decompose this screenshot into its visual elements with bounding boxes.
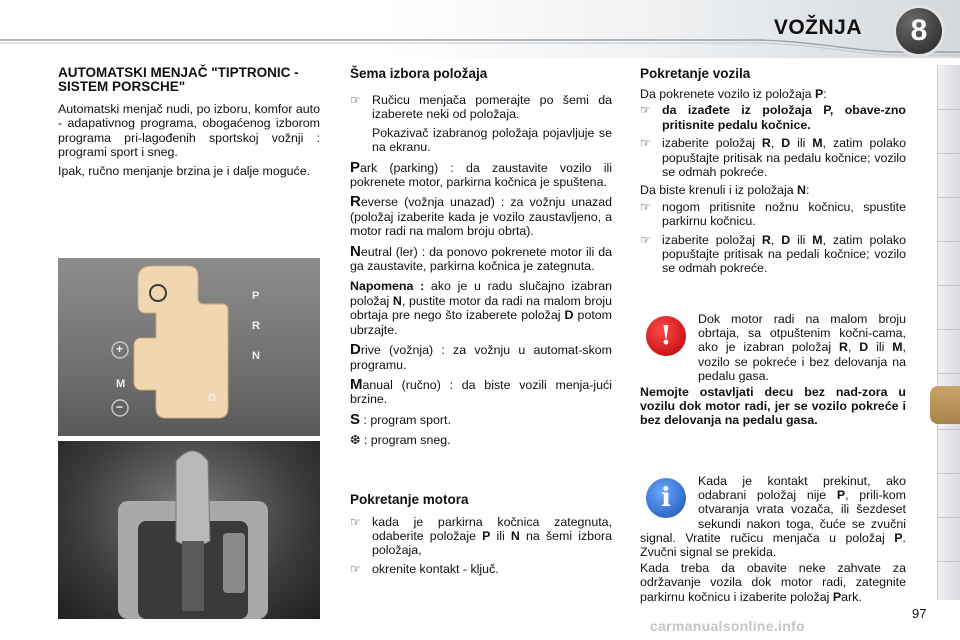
- section-title-engine-start: Pokretanje motora: [350, 491, 469, 507]
- position-manual: Manual (ručno) : da biste vozili menja-jući brzine.: [350, 375, 612, 407]
- list-item: [640, 200, 906, 229]
- instruction-text: Ručicu menjača pomerajte po šemi da izaberete neki od položaja.: [372, 93, 612, 122]
- gate-label-plus: +: [116, 342, 124, 356]
- gate-label-r: R: [252, 320, 260, 332]
- info-text: Kada je kontakt prekinut, ako odabrani položaj nije P, prili-kom otvaranja vrata vozača, ili šezdeset sekundi nakon toga, čuće se zvučni signal. Vratite ručicu menjača u položaj P. Zvučni signal se prekida.: [640, 474, 907, 560]
- list-item: [350, 93, 612, 155]
- watermark: carmanualsonline.info: [650, 618, 805, 634]
- neutral-note: Napomena : ako je u radu slučajno izabran položaj N, pustite motor da radi na malom broju obrtaja pre nego što izaberete položaj D potom ubrzajte.: [350, 279, 612, 337]
- gate-label-n: N: [252, 350, 260, 362]
- instruction-text: Pokazivač izabranog položaja pojavljuje se na ekranu.: [372, 125, 612, 155]
- chapter-number-badge: 8: [896, 8, 942, 54]
- warning-icon: !: [646, 316, 686, 356]
- gear-gate-pattern-image: [58, 258, 320, 436]
- info-maintenance-text: Kada treba da obavite neke zahvate za održavanje vozila dok motor radi, zategnite parkirnu kočnicu i izaberite položaj Park.: [640, 561, 906, 604]
- intro-paragraph: Automatski menjač nudi, po izboru, komfor auto - adapativnog programa, obogaćenog izborom programa pri-lagođenih sportskoj vožnji : programi sport i sneg.: [58, 102, 320, 160]
- program-sport: S : program sport.: [350, 410, 451, 428]
- info-note: [640, 474, 906, 606]
- page-number: 97: [912, 606, 927, 621]
- list-item: [640, 233, 906, 276]
- active-chapter-tab[interactable]: [930, 386, 960, 424]
- pointing-hand-icon: ☞: [640, 103, 651, 118]
- manual-note-paragraph: Ipak, ručno menjanje brzina je i dalje moguće.: [58, 163, 311, 178]
- info-icon: i: [646, 478, 686, 518]
- list-item: [640, 103, 906, 132]
- list-item: [640, 136, 906, 179]
- section-title-moving-off: Pokretanje vozila: [640, 66, 751, 81]
- instruction-text: kada je parkirna kočnica zategnuta, odaberite položaje P ili N na šemi izbora položaja,: [372, 514, 612, 558]
- gate-label-m: M: [116, 378, 126, 390]
- pointing-hand-icon: ☞: [350, 93, 361, 107]
- instruction-text: izaberite položaj R, D ili M, zatim polako popuštajte pritisak na pedalu kočnice; vozilo se odmah pokreće.: [662, 136, 906, 180]
- pointing-hand-icon: ☞: [640, 232, 651, 247]
- instruction-text: da izađete iz položaja P, obave-zno pritisnite pedalu kočnice.: [662, 103, 906, 132]
- pointing-hand-icon: ☞: [640, 199, 651, 214]
- icon-spacer: [640, 312, 698, 370]
- pointing-hand-icon: ☞: [350, 561, 361, 576]
- column-automatic-gearbox: [58, 66, 320, 180]
- gate-label-d: D: [208, 392, 216, 404]
- warning-note: [640, 312, 906, 430]
- section-title-selection-pattern: Šema izbora položaja: [350, 66, 488, 81]
- chapter-title: VOŽNJA: [773, 16, 862, 39]
- pointing-hand-icon: ☞: [640, 136, 651, 151]
- warning-text: Dok motor radi na malom broju obrtaja, sa otpuštenim kočni-cama, ako je izabran položaj R, D ili M, vozilo se pokreće i bez delovanja na pedalu gasa.: [698, 312, 906, 383]
- position-drive: Drive (vožnja) : za vožnju u automat-skom programu.: [350, 341, 612, 372]
- section-title-automatic-gearbox: AUTOMATSKI MENJAČ "TIPTRONIC - SISTEM PORSCHE": [58, 65, 299, 94]
- warning-children-text: Nemojte ostavljati decu bez nad-zora u vozilu dok motor radi, jer se vozilo pokreće i bez delovanja na pedalu gasa.: [640, 385, 906, 428]
- program-snow: ❆ : program sneg.: [350, 433, 451, 448]
- gate-label-minus: −: [116, 400, 124, 414]
- instruction-text: izaberite položaj R, D ili M, zatim polako popuštajte pritisak na pedali kočnice; vozilo se odmah pokreće.: [662, 232, 906, 276]
- intro-from-park: Da pokrenete vozilo iz položaja P:: [640, 87, 827, 101]
- snowflake-icon: ❆: [350, 433, 361, 448]
- icon-spacer: [640, 474, 698, 518]
- list-item: [350, 515, 612, 558]
- position-neutral: Neutral (ler) : da ponovo pokrenete motor ili da ga zaustavite, parkirna kočnica je zategnuta.: [350, 242, 612, 274]
- pointing-hand-icon: ☞: [350, 514, 361, 529]
- instruction-text: okrenite kontakt - ključ.: [372, 561, 499, 576]
- column-selection-pattern: [350, 66, 612, 580]
- column-moving-off: [640, 66, 906, 280]
- side-chapter-tabs: [937, 65, 960, 600]
- gear-lever-photo: [58, 441, 320, 619]
- intro-from-neutral: Da biste krenuli i iz položaja N:: [640, 183, 810, 198]
- gate-label-p: P: [252, 290, 260, 302]
- position-reverse: Reverse (vožnja unazad) : za vožnju unazad (položaj izaberite kada je vozilo zaustavljeno, a motor radi na malom broju obrta).: [350, 193, 612, 239]
- instruction-text: nogom pritisnite nožnu kočnicu, spustite parkirnu kočnicu.: [662, 199, 906, 229]
- list-item: [350, 562, 612, 576]
- position-park: Park (parking) : da zaustavite vozilo ili pokrenete motor, parkirna kočnica je spuštena.: [350, 158, 612, 190]
